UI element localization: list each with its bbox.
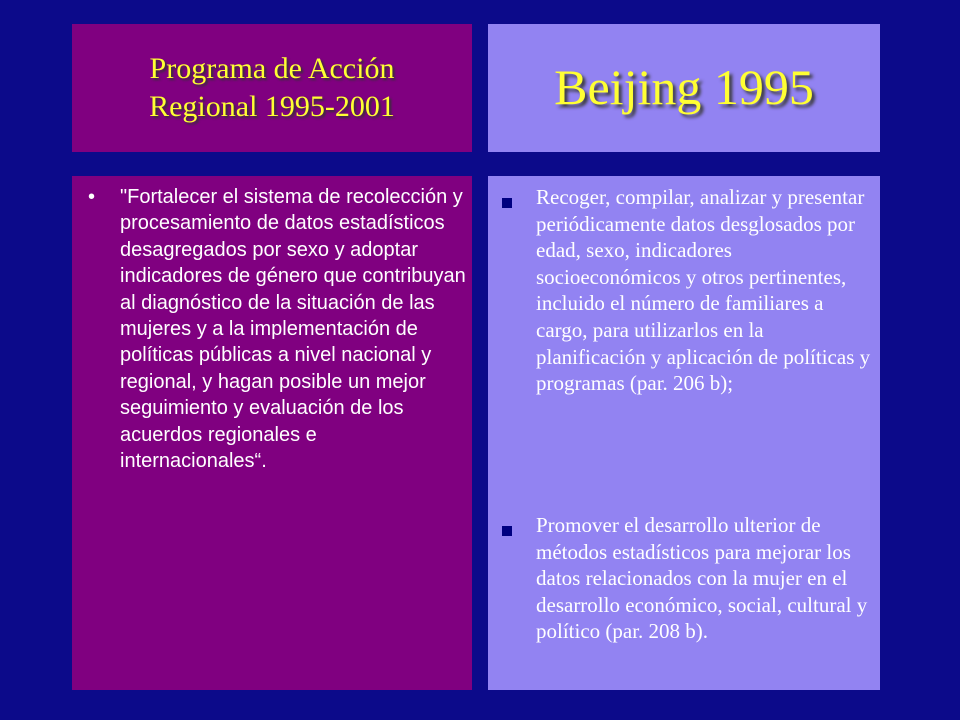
right-bullet-text: Promover el desarrollo ulterior de métodos estadísticos para mejorar los datos relacionados con la mujer en el desarrollo económico, social, cultural y político (par. 208 b). [536, 513, 868, 644]
right-body-box [488, 176, 880, 690]
right-title-box [488, 24, 880, 152]
left-title: Programa de Acción Regional 1995-2001 [149, 52, 395, 123]
square-bullet-icon [502, 526, 512, 536]
right-bullet-item [500, 512, 872, 645]
right-bullet-item [500, 184, 872, 397]
square-bullet-icon [502, 198, 512, 208]
right-bullet-text: Recoger, compilar, analizar y presentar periódicamente datos desglosados por edad, sexo, indicadores socioeconómicos y otros pertinentes, incluido el número de familiares a cargo, para utilizarlos en la planificación y aplicación de políticas y programas (par. 206 b); [536, 185, 871, 396]
bullet-dot-icon: • [88, 186, 96, 208]
left-bullet-item [86, 184, 466, 474]
left-body-box [72, 176, 472, 690]
left-title-box [72, 24, 472, 152]
left-bullet-text: "Fortalecer el sistema de recolección y procesamiento de datos estadísticos desagregados por sexo y adoptar indicadores de género que contribuyan al diagnóstico de la situación de las mujeres y a la implementación de políticas públicas a nivel nacional y regional, y hagan posible un mejor seguimiento y evaluación de los acuerdos regionales e internacionales“. [120, 186, 466, 473]
right-title: Beijing 1995 [554, 59, 814, 115]
